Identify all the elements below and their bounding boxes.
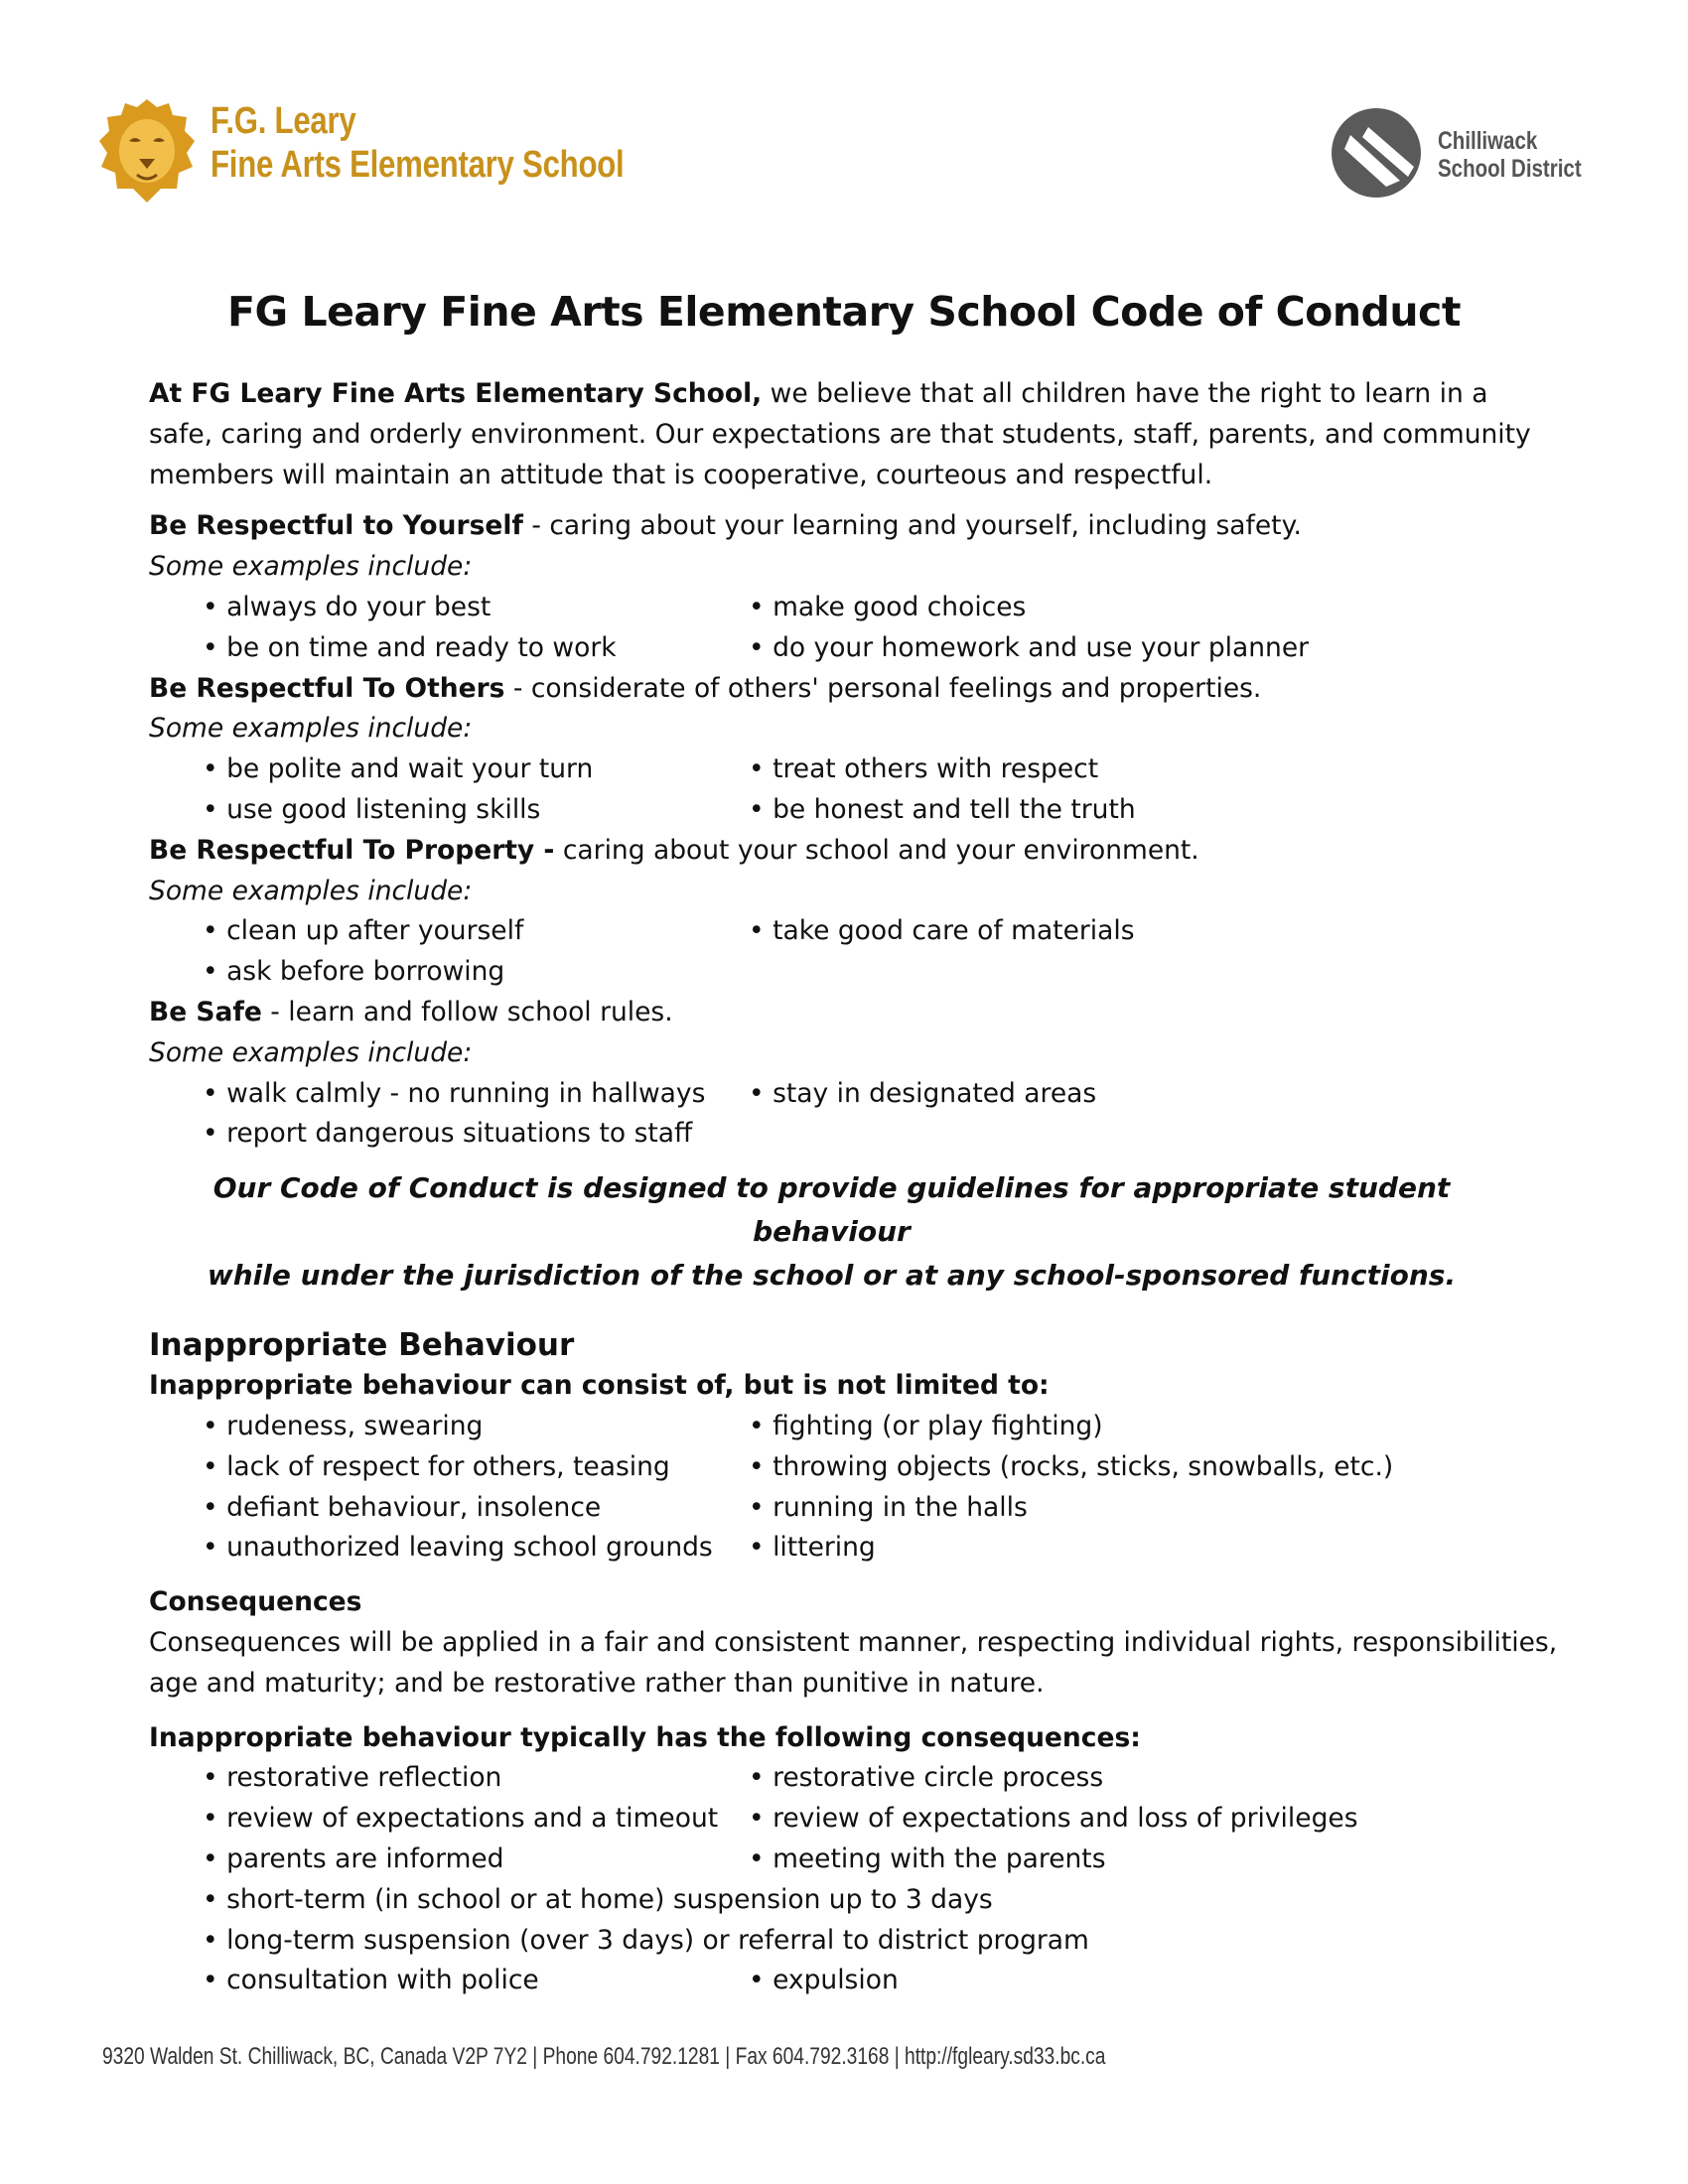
list-item: • short-term (in school or at home) suspension up to 3 days [149, 1880, 1559, 1921]
list-item: • report dangerous situations to staff [149, 1114, 1559, 1155]
list-item: • always do your best [203, 588, 749, 628]
document-title: FG Leary Fine Arts Elementary School Code of Conduct [227, 288, 1461, 336]
list-item: • review of expectations and loss of privileges [749, 1799, 1444, 1840]
list-item: • be on time and ready to work [203, 628, 749, 669]
list-item: • meeting with the parents [749, 1840, 1444, 1880]
intro-paragraph [149, 374, 1559, 495]
list-item: • fighting (or play fighting) [749, 1407, 1444, 1447]
list-item: • consultation with police [203, 1961, 749, 2001]
list-item: • clean up after yourself [203, 911, 749, 952]
school-name [211, 99, 624, 187]
section-heading: Be Safe - learn and follow school rules. [149, 996, 673, 1027]
district-name [1438, 127, 1582, 183]
consequences-heading: Consequences [149, 1586, 362, 1618]
inappropriate-behaviour-list [149, 1407, 1559, 1569]
consequences-list-heading: Inappropriate behaviour typically has the following consequences: [149, 1721, 1141, 1753]
examples-label: Some examples include: [149, 713, 473, 745]
list-item: • walk calmly - no running in hallways [203, 1074, 749, 1115]
list-item: • take good care of materials [749, 911, 1444, 952]
lion-logo-icon [99, 97, 195, 205]
list-item: • running in the halls [749, 1488, 1444, 1529]
list-item: • long-term suspension (over 3 days) or referral to district program [149, 1921, 1559, 1962]
motto-line1: Our Code of Conduct is designed to provide guidelines for appropriate student behaviour [212, 1171, 1451, 1249]
examples-label: Some examples include: [149, 875, 473, 906]
examples-list [149, 1074, 1559, 1115]
list-item: • be honest and tell the truth [749, 790, 1444, 831]
school-name-line1: F.G. Leary [211, 100, 356, 142]
list-item: • restorative reflection [203, 1758, 749, 1799]
section-heading: Be Respectful To Others - considerate of others' personal feelings and properties. [149, 672, 1262, 704]
consequences-text: Consequences will be applied in a fair and consistent manner, respecting individual rights, responsibilities, age and maturity; and be restorative rather than punitive in nature. [149, 1626, 1558, 1699]
district-name-line1: Chilliwack [1438, 127, 1538, 155]
section-heading: Be Respectful To Property - caring about your school and your environment. [149, 834, 1199, 866]
list-item: • defiant behaviour, insolence [203, 1488, 749, 1529]
list-item: • be polite and wait your turn [203, 750, 749, 790]
examples-label: Some examples include: [149, 1036, 473, 1068]
list-item: • do your homework and use your planner [749, 628, 1444, 669]
list-item: • lack of respect for others, teasing [203, 1447, 749, 1488]
inappropriate-behaviour-heading: Inappropriate Behaviour [149, 1327, 575, 1364]
list-item: • use good listening skills [203, 790, 749, 831]
footer-contact: 9320 Walden St. Chilliwack, BC, Canada V2P 7Y2 | Phone 604.792.1281 | Fax 604.792.3168 | http://fgleary.sd33.bc.ca [102, 2043, 1106, 2070]
list-item: • restorative circle process [749, 1758, 1444, 1799]
school-name-line2: Fine Arts Elementary School [211, 144, 625, 186]
examples-list [149, 750, 1559, 831]
list-item: • ask before borrowing [149, 952, 1559, 993]
list-item: • review of expectations and a timeout [203, 1799, 749, 1840]
list-item: • rudeness, swearing [203, 1407, 749, 1447]
examples-list [149, 588, 1559, 669]
examples-label: Some examples include: [149, 551, 473, 583]
list-item: • throwing objects (rocks, sticks, snowballs, etc.) [749, 1447, 1444, 1488]
inappropriate-behaviour-subheading: Inappropriate behaviour can consist of, but is not limited to: [149, 1370, 1050, 1402]
district-name-line2: School District [1438, 155, 1582, 183]
intro-lead: At FG Leary Fine Arts Elementary School, [149, 378, 763, 409]
code-of-conduct-statement [149, 1166, 1559, 1297]
list-item: • treat others with respect [749, 750, 1444, 790]
list-item: • expulsion [749, 1961, 1444, 2001]
list-item: • unauthorized leaving school grounds [203, 1528, 749, 1569]
list-item: • littering [749, 1528, 1444, 1569]
motto-line2: while under the jurisdiction of the school or at any school-sponsored functions. [207, 1259, 1457, 1293]
list-item: • stay in designated areas [749, 1074, 1444, 1115]
list-item: • parents are informed [203, 1840, 749, 1880]
list-item: • make good choices [749, 588, 1444, 628]
district-logo-icon [1329, 105, 1424, 201]
section-heading: Be Respectful to Yourself - caring about your learning and yourself, including safety. [149, 510, 1302, 542]
document-body [149, 374, 1559, 2001]
consequences-list [149, 1758, 1559, 1879]
intro-text: we believe that all children have the right to learn in a safe, caring and orderly environment. Our expectations are that students, staff, parents, and community members will maintain an attitude that is cooperative, courteous and respectful. [149, 378, 1531, 490]
consequences-list-last [149, 1961, 1559, 2001]
examples-list [149, 911, 1559, 952]
